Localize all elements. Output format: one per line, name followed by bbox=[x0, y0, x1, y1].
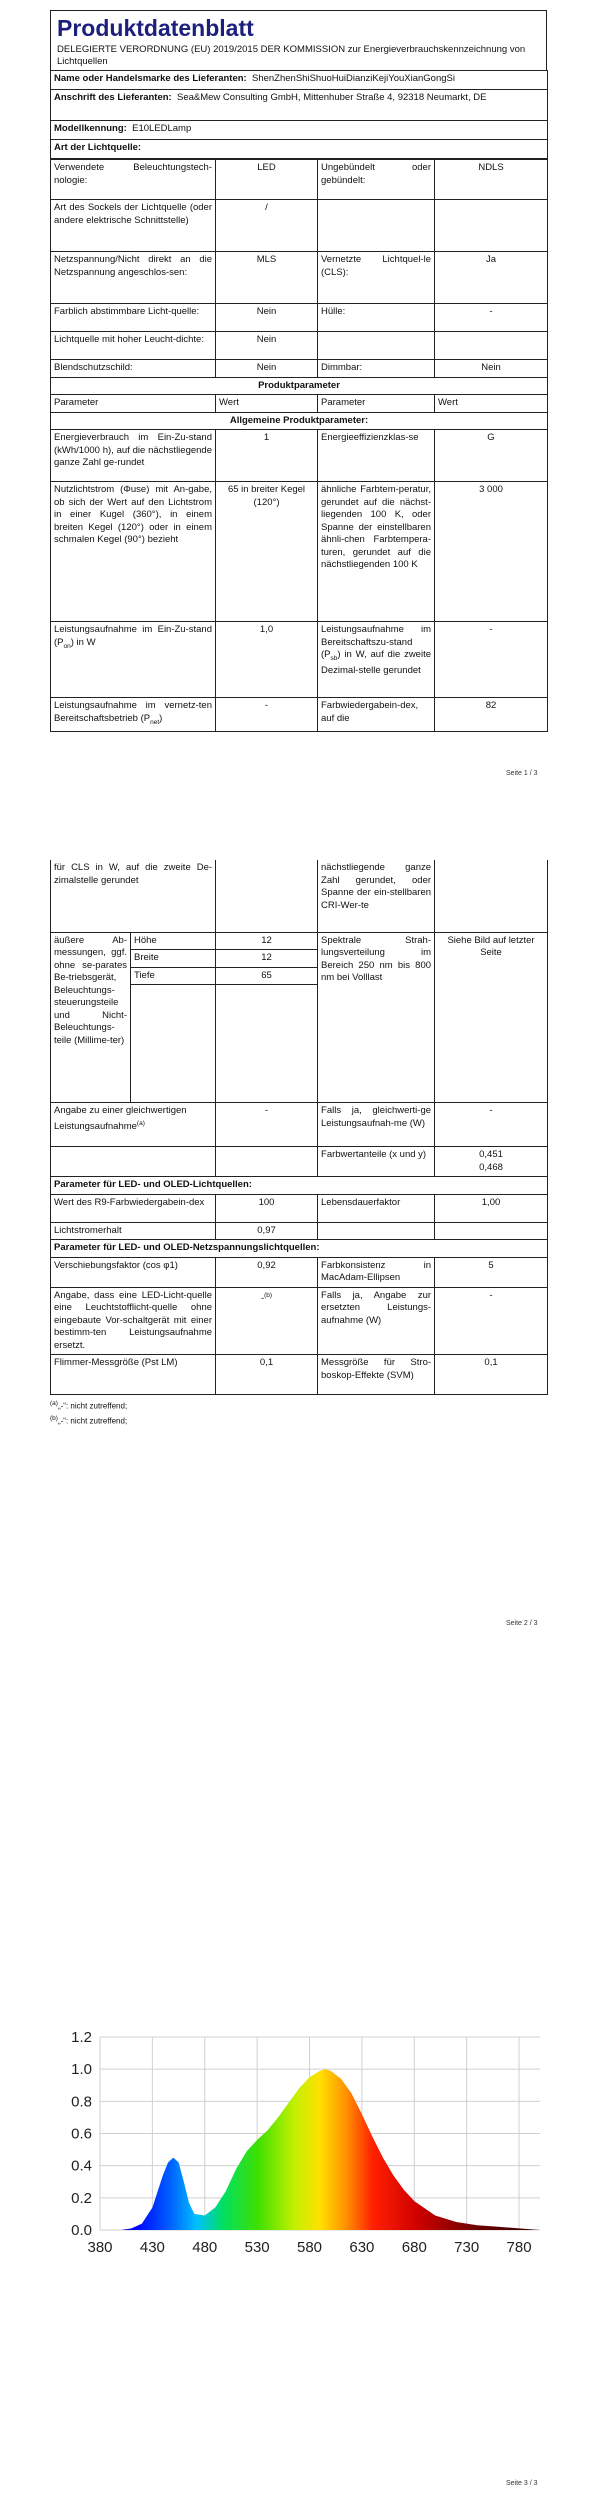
cct-value: 3 000 bbox=[435, 482, 548, 622]
page-2 bbox=[0, 860, 591, 1660]
height-label: Höhe bbox=[131, 932, 216, 950]
page-number-3: Seite 3 / 3 bbox=[506, 2480, 538, 2487]
y-tick-label: 1.0 bbox=[71, 2061, 92, 2079]
chromaticity-label: Farbwertanteile (x und y) bbox=[318, 1147, 435, 1177]
x-tick-label: 580 bbox=[297, 2239, 323, 2256]
params-continued-table bbox=[50, 860, 548, 1395]
networked-standby-cont: für CLS in W, auf die zweite De-zimalstelle gerundet bbox=[51, 860, 216, 932]
address-value: Sea&Mew Consulting GmbH, Mittenhuber Straße 4, 92318 Neumarkt, DE bbox=[177, 92, 487, 103]
x-tick-label: 780 bbox=[506, 2239, 532, 2256]
high-luminance-value: Nein bbox=[216, 332, 318, 360]
datasheet-page-2 bbox=[50, 860, 547, 1427]
x-tick-label: 380 bbox=[87, 2239, 113, 2256]
led-section: Parameter für LED- und OLED-Lichtquellen: bbox=[51, 1177, 548, 1195]
supplier-table bbox=[50, 70, 548, 159]
mains-value: MLS bbox=[216, 252, 318, 304]
chromaticity-value bbox=[435, 1147, 548, 1177]
colour-consistency-value: 5 bbox=[435, 1257, 548, 1287]
technology-label: Verwendete Beleuchtungstech-nologie: bbox=[51, 160, 216, 200]
technology-value: LED bbox=[216, 160, 318, 200]
on-mode-power-label: Leistungsaufnahme im Ein-Zu-stand $(P_{on})$ in W bbox=[51, 622, 216, 698]
flicker-value: 0,1 bbox=[216, 1355, 318, 1395]
networked-standby-label: Leistungsaufnahme im vernetz-ten Bereitschaftsbetrieb $(P_{net})$ bbox=[51, 698, 216, 732]
title-box bbox=[50, 10, 547, 70]
cls-label: Vernetzte Lichtquel-le (CLS): bbox=[318, 252, 435, 304]
cap-type-label: Art des Sockels der Lichtquelle (oder andere elektrische Schnittstelle) bbox=[51, 200, 216, 252]
survival-factor-value: 1,00 bbox=[435, 1194, 548, 1222]
x-tick-label: 680 bbox=[401, 2239, 427, 2256]
col-param-1: Parameter bbox=[51, 395, 216, 413]
col-param-2: Parameter bbox=[318, 395, 435, 413]
lumen-maintenance-label: Lichtstromerhalt bbox=[51, 1222, 216, 1240]
dimensions-label: äußere Ab-messungen, ggf. ohne se-parates Be-triebsgerät, Beleuchtungs-steuerungsteile und Nicht-Beleuchtungs-teile (Millime-ter) bbox=[51, 932, 131, 1103]
r9-label: Wert des R9-Farbwiedergabein-dex bbox=[51, 1194, 216, 1222]
directional-label: Ungebündelt oder gebündelt: bbox=[318, 160, 435, 200]
luminous-flux-label: Nutzlichtstrom (Φuse) mit An-gabe, ob sich der Wert auf den Lichtstrom in einer Kugel (360°), in einem breiten Kegel (120°) oder in einem schmalen Kegel (90°) bezieht bbox=[51, 482, 216, 622]
equivalent-power2-label: Falls ja, gleichwerti-ge Leistungsaufnah-me (W) bbox=[318, 1103, 435, 1147]
address-label: Anschrift des Lieferanten: bbox=[54, 92, 172, 103]
col-value-1: Wert bbox=[216, 395, 318, 413]
product-params-section: Produktparameter bbox=[51, 377, 548, 395]
tunable-label: Farblich abstimmbare Licht-quelle: bbox=[51, 304, 216, 332]
width-label: Breite bbox=[131, 950, 216, 968]
displacement-factor-value: 0,92 bbox=[216, 1257, 318, 1287]
luminous-flux-value: 65 in breiter Kegel (120°) bbox=[216, 482, 318, 622]
y-tick-label: 0.8 bbox=[71, 2093, 92, 2111]
displacement-factor-label: Verschiebungsfaktor (cos φ1) bbox=[51, 1257, 216, 1287]
general-params-section: Allgemeine Produktparameter: bbox=[51, 412, 548, 430]
standby-power-value: - bbox=[435, 622, 548, 698]
x-tick-label: 730 bbox=[454, 2239, 480, 2256]
energy-consumption-value: 1 bbox=[216, 430, 318, 482]
glare-label: Blendschutzschild: bbox=[51, 360, 216, 378]
replacement-power-label: Falls ja, Angabe zur ersetzten Leistungs-aufnahme (W) bbox=[318, 1287, 435, 1355]
x-tick-label: 630 bbox=[349, 2239, 375, 2256]
page-number-1: Seite 1 / 3 bbox=[506, 770, 538, 777]
light-source-section: Art der Lichtquelle: bbox=[51, 140, 548, 159]
on-mode-power-value: 1,0 bbox=[216, 622, 318, 698]
energy-class-value: G bbox=[435, 430, 548, 482]
spectrum-svg bbox=[40, 2025, 560, 2265]
survival-factor-label: Lebensdauerfaktor bbox=[318, 1194, 435, 1222]
x-tick-label: 430 bbox=[139, 2239, 165, 2256]
model-label: Modellkennung: bbox=[54, 123, 127, 134]
col-value-2: Wert bbox=[435, 395, 548, 413]
r9-value: 100 bbox=[216, 1194, 318, 1222]
spectral-value: Siehe Bild auf letzter Seite bbox=[435, 932, 548, 1103]
page-1 bbox=[0, 0, 591, 800]
equivalent-power2-value: - bbox=[435, 1103, 548, 1147]
footnotes bbox=[50, 1398, 547, 1427]
cap-type-value: / bbox=[216, 200, 318, 252]
trademark-label: Name oder Handelsmarke des Lieferanten: bbox=[54, 73, 247, 84]
stroboscopic-label: Messgröße für Stro-boskop-Effekte (SVM) bbox=[318, 1355, 435, 1395]
dimmable-label: Dimmbar: bbox=[318, 360, 435, 378]
datasheet-page-1 bbox=[50, 10, 547, 732]
networked-standby-value: - bbox=[216, 698, 318, 732]
chromaticity-y: 0,468 bbox=[479, 1161, 503, 1173]
standby-power-label: Leistungsaufnahme im Bereitschaftszu-stand $(P_{sb})$ in W, auf die zweite Dezimal-stelle gerundet bbox=[318, 622, 435, 698]
x-tick-label: 530 bbox=[244, 2239, 270, 2256]
replacement-claim-value: -$^{(b)}$ bbox=[216, 1287, 318, 1355]
y-tick-label: 1.2 bbox=[71, 2029, 92, 2046]
footnote-a: $^{(a)}$„-“: nicht zutreffend; bbox=[50, 1400, 128, 1411]
cct-label: ähnliche Farbtem-peratur, gerundet auf die nächst-liegenden 100 K, oder Spanne der einstellbaren ähnli-chen Farbtempera-turen, gerundet auf die nächstliegenden 100 K bbox=[318, 482, 435, 622]
energy-class-label: Energieeffizienzklas-se bbox=[318, 430, 435, 482]
model-value: E10LEDLamp bbox=[132, 123, 192, 134]
stroboscopic-value: 0,1 bbox=[435, 1355, 548, 1395]
equivalent-power-value: - bbox=[216, 1103, 318, 1147]
regulation-text: DELEGIERTE VERORDNUNG (EU) 2019/2015 DER KOMMISSION zur Energieverbrauchskennzeichnung von Lichtquellen bbox=[57, 44, 526, 67]
flicker-label: Flimmer-Messgröße (Pst LM) bbox=[51, 1355, 216, 1395]
x-tick-label: 480 bbox=[192, 2239, 218, 2256]
colour-consistency-label: Farbkonsistenz in MacAdam-Ellipsen bbox=[318, 1257, 435, 1287]
y-tick-label: 0.0 bbox=[71, 2222, 92, 2239]
page-title: Produktdatenblatt bbox=[57, 15, 254, 41]
lumen-maintenance-value: 0,97 bbox=[216, 1222, 318, 1240]
depth-value: 65 bbox=[216, 967, 318, 985]
page-number-2: Seite 2 / 3 bbox=[506, 1620, 538, 1627]
cls-value: Ja bbox=[435, 252, 548, 304]
directional-value: NDLS bbox=[435, 160, 548, 200]
envelope-value: - bbox=[435, 304, 548, 332]
width-value: 12 bbox=[216, 950, 318, 968]
y-tick-label: 0.6 bbox=[71, 2125, 92, 2143]
height-value: 12 bbox=[216, 932, 318, 950]
high-luminance-label: Lichtquelle mit hoher Leucht-dichte: bbox=[51, 332, 216, 360]
chromaticity-x: 0,451 bbox=[479, 1149, 503, 1160]
replacement-claim-label: Angabe, dass eine LED-Licht-quelle eine Leuchtstofflicht-quelle ohne eingebaute Vor-schaltgerät mit einer bestimm-ten Leistungsaufnahme ersetzt. bbox=[51, 1287, 216, 1355]
cri-cont: nächstliegende ganze Zahl gerundet, oder Spanne der ein-stellbaren CRI-Wer-te bbox=[318, 860, 435, 932]
equivalent-power-label: Angabe zu einer gleichwertigen Leistungsaufnahme$^{(a)}$ bbox=[51, 1103, 216, 1147]
glare-value: Nein bbox=[216, 360, 318, 378]
tunable-value: Nein bbox=[216, 304, 318, 332]
mains-section: Parameter für LED- und OLED-Netzspannungslichtquellen: bbox=[51, 1240, 548, 1258]
energy-consumption-label: Energieverbrauch im Ein-Zu-stand (kWh/1000 h), auf die nächstliegende ganze Zahl ge-rundet bbox=[51, 430, 216, 482]
spectral-label: Spektrale Strah-lungsverteilung im Bereich 250 nm bis 800 nm bei Volllast bbox=[318, 932, 435, 1103]
trademark-value: ShenZhenShiShuoHuiDianziKejiYouXianGongSi bbox=[252, 73, 455, 84]
y-tick-label: 0.2 bbox=[71, 2189, 92, 2207]
footnote-b: $^{(b)}$„-“: nicht zutreffend; bbox=[50, 1414, 128, 1426]
mains-label: Netzspannung/Nicht direkt an die Netzspannung angeschlos-sen: bbox=[51, 252, 216, 304]
cri-value: 82 bbox=[435, 698, 548, 732]
cri-label: Farbwiedergabein-dex, auf die bbox=[318, 698, 435, 732]
replacement-power-value: - bbox=[435, 1287, 548, 1355]
y-tick-label: 0.4 bbox=[71, 2157, 92, 2175]
envelope-label: Hülle: bbox=[318, 304, 435, 332]
light-source-table bbox=[50, 159, 548, 732]
spectrum-area bbox=[100, 2069, 540, 2230]
depth-label: Tiefe bbox=[131, 967, 216, 985]
spectrum-chart bbox=[40, 2025, 560, 2265]
dimmable-value: Nein bbox=[435, 360, 548, 378]
